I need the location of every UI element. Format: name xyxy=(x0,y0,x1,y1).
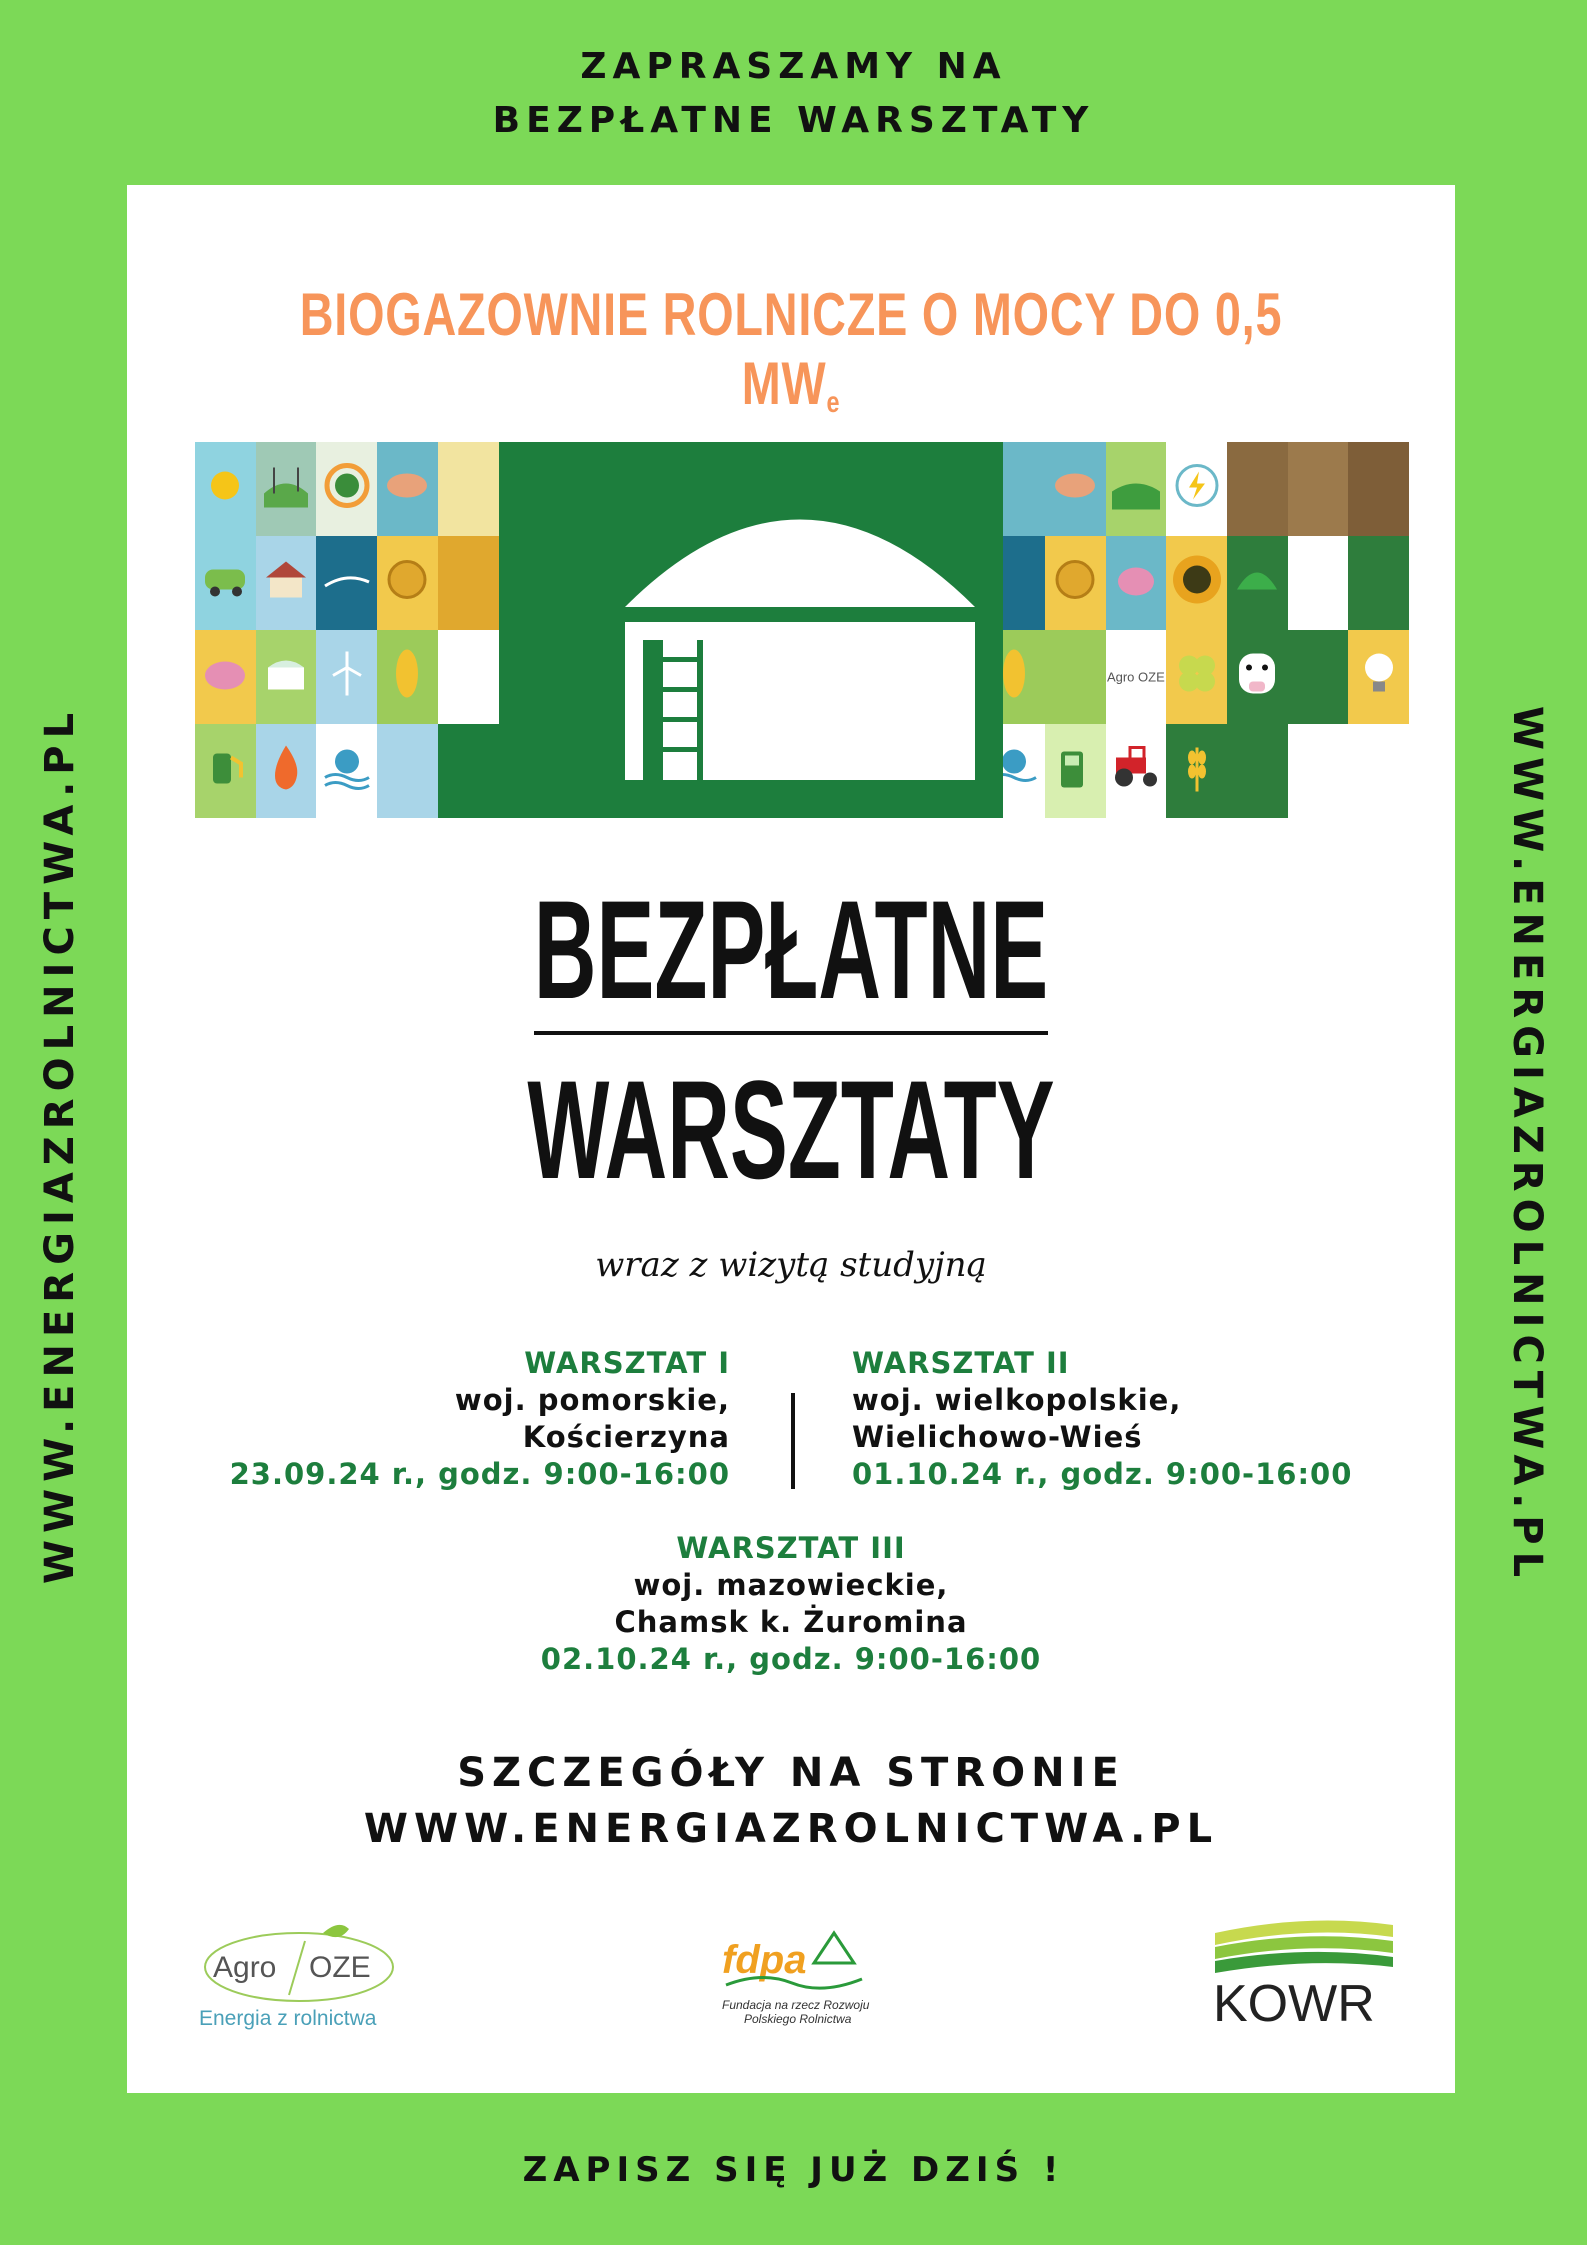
handshake-tile-2 xyxy=(1045,442,1106,536)
handshake-icon xyxy=(383,466,431,513)
biogas-plant-panel xyxy=(597,442,1003,818)
corn-icon-2 xyxy=(999,648,1029,707)
subtitle-subscript: e xyxy=(826,386,841,419)
wind-turbine-icon xyxy=(323,650,371,705)
workshop-2-region: woj. wielkopolskie, xyxy=(852,1383,1182,1417)
fdpa-line-2: Polskiego Rolnictwa xyxy=(744,2012,852,2026)
workshop-2 xyxy=(852,1345,1352,1493)
tractor-tile xyxy=(1106,724,1167,818)
biofuel-station-tile xyxy=(1045,724,1106,818)
title-line-2: WARSZTATY xyxy=(527,1051,1055,1208)
main-title xyxy=(127,871,1455,1208)
biofuel-station-icon xyxy=(1055,744,1095,799)
hydro-energy-icon xyxy=(323,744,371,799)
hay-bales-tile-2 xyxy=(1045,536,1106,630)
invitation-heading xyxy=(0,40,1587,148)
agro-oze-logo xyxy=(199,1915,399,2035)
pig-tile xyxy=(195,630,256,724)
workshop-2-date: 01.10.24 r., godz. 9:00-16:00 xyxy=(852,1457,1353,1491)
greenhouse-icon xyxy=(262,654,310,701)
woodchips-tile xyxy=(1227,442,1288,536)
fuel-pump-tile xyxy=(195,724,256,818)
greenhouse-tile xyxy=(256,630,317,724)
rapeseed-flower-icon xyxy=(1173,650,1221,705)
poster-card xyxy=(127,185,1455,2093)
fdpa-line-1: Fundacja na rzecz Rozwoju xyxy=(722,1998,870,2012)
light-bulb-icon xyxy=(1361,650,1397,705)
hills-icon xyxy=(1112,462,1160,517)
fdpa-text: fdpa xyxy=(722,1938,807,1982)
details-label: SZCZEGÓŁY NA STRONIE xyxy=(457,1750,1125,1796)
piggy-bank-icon xyxy=(1112,560,1160,607)
leaf-circle-icon xyxy=(323,462,371,517)
subtitle-text: BIOGAZOWNIE ROLNICZE O MOCY DO 0,5 MW xyxy=(299,281,1283,417)
workshop-1-town: Kościerzyna xyxy=(522,1420,730,1454)
agro-tagline: Energia z rolnictwa xyxy=(199,2007,377,2030)
sun-icon xyxy=(203,464,247,515)
kowr-mini-tile xyxy=(316,536,377,630)
workshops-section xyxy=(127,1345,1455,1685)
piggy-bank-tile xyxy=(1106,536,1167,630)
solar-house-icon xyxy=(262,558,310,609)
bulb-tile xyxy=(1348,630,1409,724)
flame-icon xyxy=(269,744,303,799)
rapeseed-tile xyxy=(1166,630,1227,724)
agro-text: Agro xyxy=(213,1951,277,1984)
kowr-mini-icon xyxy=(323,563,371,603)
hills-tile xyxy=(1106,442,1167,536)
corn-icon xyxy=(392,648,422,707)
workshop-3-label: WARSZTAT III xyxy=(676,1531,906,1565)
hay-bales-tile xyxy=(377,536,438,630)
workshop-1-date: 23.09.24 r., godz. 9:00-16:00 xyxy=(229,1457,730,1491)
workshop-3 xyxy=(127,1530,1455,1678)
workshop-1 xyxy=(230,1345,730,1493)
kowr-logo-graphic xyxy=(1207,1913,1407,2033)
workshop-divider xyxy=(791,1393,795,1489)
agro-oze-mini-logo: Agro OZE xyxy=(1106,669,1165,685)
recycle-leaf-tile xyxy=(316,442,377,536)
workshop-3-date: 02.10.24 r., godz. 9:00-16:00 xyxy=(540,1642,1042,1676)
agro-oze-mini-tile-2 xyxy=(1106,630,1167,724)
workshop-2-town: Wielichowo-Wieś xyxy=(852,1420,1143,1454)
sun-tile xyxy=(195,442,256,536)
workshop-3-region: woj. mazowieckie, xyxy=(633,1568,949,1602)
fdpa-logo xyxy=(722,1923,872,2033)
agro-oze-mini-tile xyxy=(438,630,499,724)
hay-bale-icon-2 xyxy=(1053,558,1097,609)
wheat-icon xyxy=(1182,742,1212,801)
details-url[interactable]: WWW.ENERGIAZROLNICTWA.PL xyxy=(363,1806,1219,1852)
kowr-text: KOWR xyxy=(1213,1975,1375,2033)
workshop-3-town: Chamsk k. Żuromina xyxy=(614,1605,968,1639)
lightning-tile xyxy=(1166,442,1227,536)
invitation-line-2: BEZPŁATNE WARSZTATY xyxy=(492,100,1095,141)
oze-text: OZE xyxy=(309,1951,371,1984)
wind-turbines-tile xyxy=(316,630,377,724)
power-lines-tile xyxy=(256,442,317,536)
biogas-plant-icon xyxy=(597,442,1003,818)
corn-tile xyxy=(377,630,438,724)
workshop-1-label: WARSZTAT I xyxy=(524,1346,730,1380)
title-divider xyxy=(534,1031,1048,1035)
hydro-tile xyxy=(316,724,377,818)
details-section xyxy=(127,1745,1455,1857)
wheat-tile xyxy=(1166,724,1227,818)
fdpa-logo-graphic xyxy=(722,1923,872,2033)
cow-tile xyxy=(1227,630,1288,724)
fuel-nozzle-icon xyxy=(205,744,245,799)
signup-call-to-action: ZAPISZ SIĘ JUŻ DZIŚ ! xyxy=(522,2150,1065,2190)
side-url-right: WWW.ENERGIAZROLNICTWA.PL xyxy=(1504,705,1550,1585)
workshop-2-label: WARSZTAT II xyxy=(852,1346,1070,1380)
biogas-tank-tile xyxy=(1227,536,1288,630)
side-url-left: WWW.ENERGIAZROLNICTWA.PL xyxy=(37,705,83,1585)
tractor-icon xyxy=(1110,746,1162,797)
title-line-1: BEZPŁATNE xyxy=(533,871,1049,1028)
lightning-icon xyxy=(1173,462,1221,517)
tank-icon xyxy=(1233,560,1281,607)
event-subtitle xyxy=(273,280,1309,420)
invitation-line-1: ZAPRASZAMY NA xyxy=(580,46,1007,87)
study-visit-note: wraz z wizytą studyjną xyxy=(595,1245,987,1285)
sunflower-icon xyxy=(1171,554,1223,613)
power-lines-icon xyxy=(264,464,308,515)
sunflower-tile xyxy=(1166,536,1227,630)
cow-icon xyxy=(1233,650,1281,705)
solar-house-tile xyxy=(256,536,317,630)
handshake-icon-2 xyxy=(1051,466,1099,513)
handshake-tile xyxy=(377,442,438,536)
workshop-1-region: woj. pomorskie, xyxy=(454,1383,730,1417)
car-icon xyxy=(201,562,249,605)
pig-icon xyxy=(201,654,249,701)
kowr-logo xyxy=(1207,1913,1407,2033)
car-tile xyxy=(195,536,256,630)
hay-bale-icon xyxy=(385,558,429,609)
agro-oze-logo-graphic xyxy=(199,1915,399,2035)
flame-tile xyxy=(256,724,317,818)
